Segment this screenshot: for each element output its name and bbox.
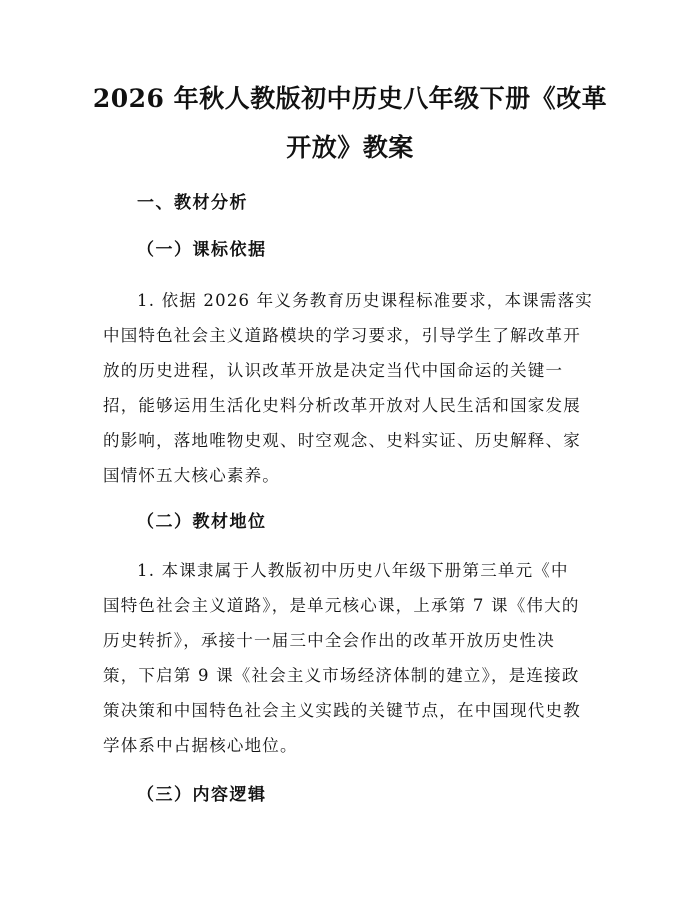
paragraph-line: 招，能够运用生活化史料分析改革开放对人民生活和国家发展	[103, 396, 581, 415]
paragraph-line: 中国特色社会主义道路模块的学习要求，引导学生了解改革开	[103, 326, 581, 345]
paragraph-line: 策决策和中国特色社会主义实践的关键节点，在中国现代史教	[103, 701, 581, 720]
subsection-heading-content-logic: （三）内容逻辑	[137, 785, 267, 805]
paragraph-textbook-position	[103, 553, 603, 763]
paragraph-line: 策，下启第 9 课《社会主义市场经济体制的建立》，是连接政	[103, 666, 580, 685]
paragraph-line: 学体系中占据核心地位。	[103, 736, 298, 755]
paragraph-line: 1. 依据 2026 年义务教育历史课程标准要求，本课需落实	[137, 291, 593, 310]
paragraph-line: 历史转折》，承接十一届三中全会作出的改革开放历史性决	[103, 631, 555, 650]
paragraph-line: 放的历史进程，认识改革开放是决定当代中国命运的关键一	[103, 361, 564, 380]
paragraph-line: 国特色社会主义道路》，是单元核心课，上承第 7 课《伟大的	[103, 596, 580, 615]
paragraph-curriculum-basis	[103, 283, 603, 493]
paragraph-line: 的影响，落地唯物史观、时空观念、史料实证、历史解释、家	[103, 431, 581, 450]
subsection-heading-textbook-position: （二）教材地位	[137, 512, 267, 532]
document-title-line-2: 开放》教案	[286, 133, 414, 162]
section-heading-textbook-analysis: 一、教材分析	[137, 193, 248, 213]
document-title-line-1: 2026 年秋人教版初中历史八年级下册《改革	[92, 84, 608, 113]
paragraph-line: 国情怀五大核心素养。	[103, 466, 280, 485]
paragraph-line: 1. 本课隶属于人教版初中历史八年级下册第三单元《中	[137, 561, 569, 580]
subsection-heading-curriculum-basis: （一）课标依据	[137, 240, 267, 260]
